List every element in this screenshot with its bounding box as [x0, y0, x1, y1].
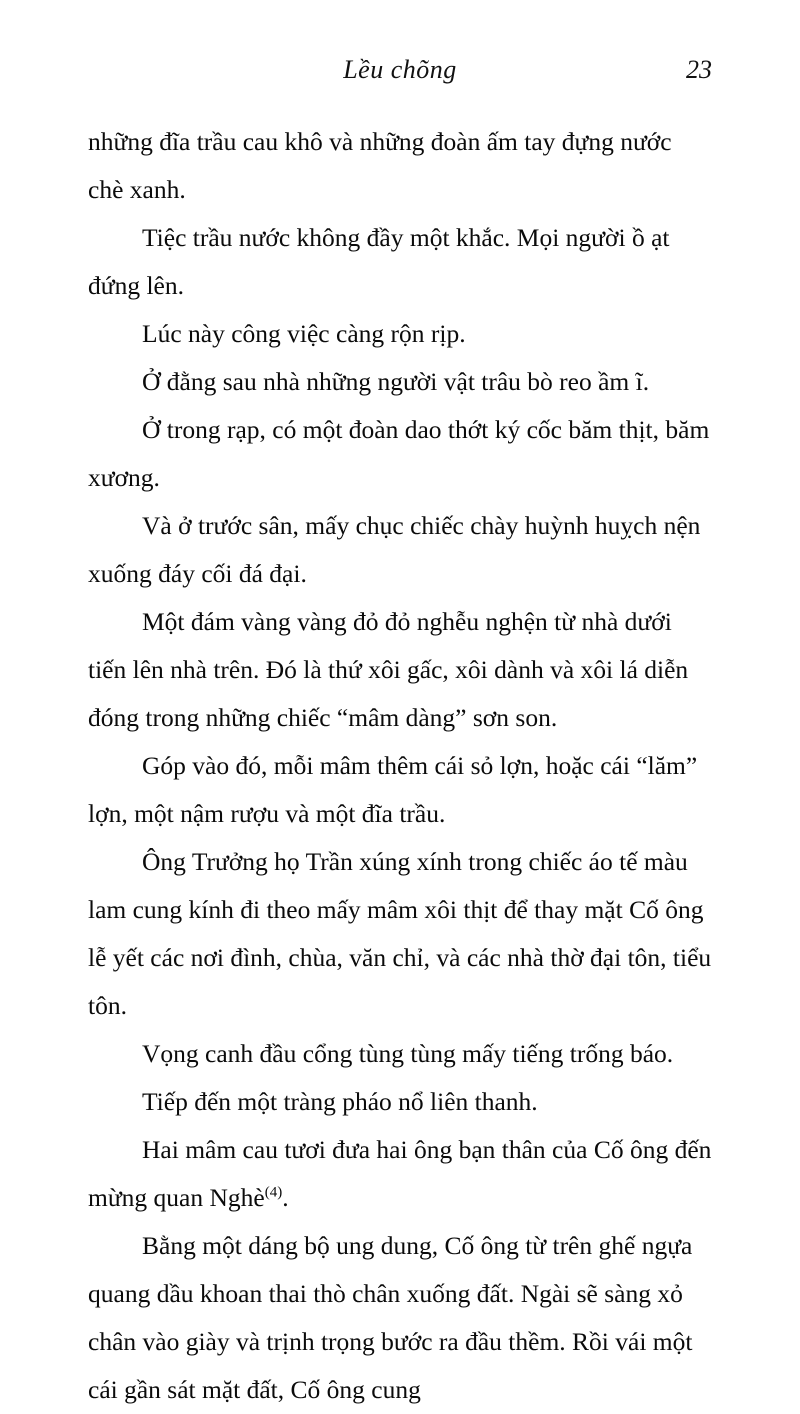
paragraph: Lúc này công việc càng rộn rịp. [142, 319, 466, 348]
paragraph: Góp vào đó, mỗi mâm thêm cái sỏ lợn, hoặc cái “lăm” lợn, một nậm rượu và một đĩa trầu. [88, 751, 698, 828]
page-number: 23 [686, 55, 712, 84]
paragraph: những đĩa trầu cau khô và những đoàn ấm tay đựng nước chè xanh. [88, 127, 672, 204]
paragraph-text: Hai mâm cau tươi đưa hai ông bạn thân của Cố ông đến mừng quan Nghè [88, 1135, 712, 1212]
paragraph: Vọng canh đầu cổng tùng tùng mấy tiếng trống báo. [142, 1039, 674, 1068]
paragraph: Một đám vàng vàng đỏ đỏ nghễu nghện từ nhà dưới tiến lên nhà trên. Đó là thứ xôi gấc, xôi dành và xôi lá diễn đóng trong những chiếc “mâm dàng” sơn son. [88, 607, 689, 732]
paragraph: Ông Trưởng họ Trần xúng xính trong chiếc áo tế màu lam cung kính đi theo mấy mâm xôi thịt để thay mặt Cố ông lễ yết các nơi đình, chùa, văn chỉ, và các nhà thờ đại tôn, tiểu tôn. [88, 847, 712, 1020]
paragraph: Tiệc trầu nước không đầy một khắc. Mọi người ồ ạt đứng lên. [88, 223, 670, 300]
footnote-marker: (4) [264, 1184, 283, 1201]
paragraph: Bằng một dáng bộ ung dung, Cố ông từ trên ghế ngựa quang dầu khoan thai thò chân xuống đất. Ngài sẽ sàng xỏ chân vào giày và trịnh trọng bước ra đầu thềm. Rồi vái một cái gần sát mặt đất, Cố ông cung [88, 1231, 693, 1404]
running-head [88, 55, 712, 95]
paragraph: Ở đằng sau nhà những người vật trâu bò reo ầm ĩ. [142, 367, 650, 396]
paragraph-text-after: . [282, 1183, 289, 1212]
paragraph: Tiếp đến một tràng pháo nổ liên thanh. [142, 1087, 538, 1116]
book-title: Lều chõng [343, 55, 457, 84]
page-body [88, 118, 712, 1414]
paragraph-with-footnote [88, 1126, 712, 1222]
paragraph: Và ở trước sân, mấy chục chiếc chày huỳnh huỵch nện xuống đáy cối đá đại. [88, 511, 701, 588]
paragraph: Ở trong rạp, có một đoàn dao thớt ký cốc băm thịt, băm xương. [88, 415, 710, 492]
